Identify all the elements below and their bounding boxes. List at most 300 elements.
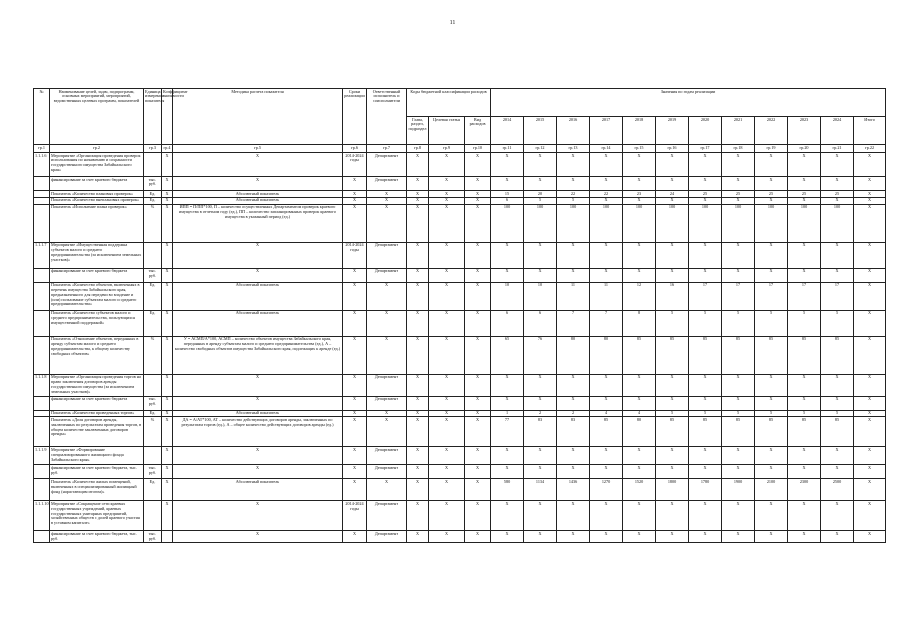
table-cell: Х bbox=[623, 197, 656, 204]
table-cell: Х bbox=[465, 531, 491, 543]
table-cell: Х bbox=[429, 447, 465, 465]
table-cell: Показатель «Количество внеплановых проверок» bbox=[50, 197, 144, 204]
table-cell: 15 bbox=[491, 191, 524, 198]
column-number: гр.5 bbox=[173, 145, 343, 153]
table-cell: Х bbox=[491, 447, 524, 465]
table-cell: Х bbox=[465, 465, 491, 479]
table-cell bbox=[34, 177, 50, 191]
table-cell: Х bbox=[162, 374, 173, 396]
column-number: гр.10 bbox=[465, 145, 491, 153]
table-cell: 65 bbox=[491, 336, 524, 374]
column-number: гр.17 bbox=[689, 145, 722, 153]
header-year: 2018 bbox=[623, 117, 656, 145]
table-cell: Х bbox=[407, 282, 429, 310]
table-cell: Х bbox=[343, 268, 367, 282]
table-cell: 5 bbox=[722, 310, 755, 336]
page-number: 11 bbox=[449, 20, 456, 26]
table-cell: Х bbox=[407, 465, 429, 479]
table-cell bbox=[34, 396, 50, 410]
table-cell: Х bbox=[465, 501, 491, 531]
table-cell: Х bbox=[524, 177, 557, 191]
header-responsible: Ответственный исполнитель и соисполнители bbox=[367, 89, 407, 145]
table-cell: 24 bbox=[656, 191, 689, 198]
header-year: 2015 bbox=[524, 117, 557, 145]
table-cell: Мероприятие «Сокращение сети краевых государственных учреждений, краевых государственных унитарных предприятий, хозяйственных обществ с долей краевого участия в уставном капитале» bbox=[50, 501, 144, 531]
table-cell: Х bbox=[590, 396, 623, 410]
column-number: гр.7 bbox=[367, 145, 407, 153]
table-cell: Х bbox=[407, 204, 429, 242]
table-cell: Х bbox=[343, 177, 367, 191]
table-cell: Х bbox=[788, 242, 821, 268]
table-cell: Х bbox=[590, 268, 623, 282]
header-years: Значения по годам реализации bbox=[491, 89, 886, 117]
table-row bbox=[34, 465, 886, 479]
table-cell: Ед. bbox=[144, 310, 162, 336]
table-cell: 85 bbox=[722, 417, 755, 447]
table-cell: Х bbox=[854, 501, 886, 531]
header-year: 2023 bbox=[788, 117, 821, 145]
table-cell: 2014-2024 годы bbox=[343, 153, 367, 177]
table-cell: Х bbox=[367, 417, 407, 447]
table-cell: Х bbox=[524, 465, 557, 479]
header-year: 2021 bbox=[722, 117, 755, 145]
table-cell: 5 bbox=[821, 410, 854, 417]
table-cell: Х bbox=[854, 410, 886, 417]
table-row bbox=[34, 479, 886, 501]
table-row bbox=[34, 417, 886, 447]
table-cell: Х bbox=[854, 336, 886, 374]
table-cell: Х bbox=[407, 531, 429, 543]
header-method: Методика расчета показателя bbox=[173, 89, 343, 145]
table-row bbox=[34, 310, 886, 336]
table-cell: Абсолютный показатель bbox=[173, 410, 343, 417]
table-row bbox=[34, 501, 886, 531]
table-cell: Показатель «Количество плановых проверок» bbox=[50, 191, 144, 198]
table-cell: Х bbox=[343, 465, 367, 479]
table-cell: Х bbox=[407, 374, 429, 396]
table-cell: Х bbox=[689, 242, 722, 268]
column-number: гр.1 bbox=[34, 145, 50, 153]
table-cell: Х bbox=[429, 410, 465, 417]
table-cell: Х bbox=[689, 268, 722, 282]
table-cell: Департамент bbox=[367, 268, 407, 282]
table-cell: 5 bbox=[689, 310, 722, 336]
table-cell: Х bbox=[722, 242, 755, 268]
table-cell: финансирование за счет краевого бюджета, тыс. руб. bbox=[50, 531, 144, 543]
table-cell: 85 bbox=[689, 417, 722, 447]
table-cell: Х bbox=[656, 242, 689, 268]
table-cell bbox=[34, 310, 50, 336]
table-cell: 1900 bbox=[722, 479, 755, 501]
table-cell: Х bbox=[623, 465, 656, 479]
table-cell: % bbox=[144, 204, 162, 242]
table-cell: Х bbox=[557, 153, 590, 177]
table-cell: Х bbox=[722, 197, 755, 204]
table-cell: Х bbox=[367, 336, 407, 374]
table-cell: Х bbox=[343, 310, 367, 336]
table-cell: Показатель «Количество жилых помещений, включенных в специализированный жилищный фонд (нарастающим итогом)» bbox=[50, 479, 144, 501]
table-cell: 2 bbox=[524, 410, 557, 417]
table-cell: 25 bbox=[788, 191, 821, 198]
table-cell: Х bbox=[162, 177, 173, 191]
table-cell: Х bbox=[429, 153, 465, 177]
table-cell: 17 bbox=[722, 282, 755, 310]
table-cell: Х bbox=[590, 465, 623, 479]
table-cell: Департамент bbox=[367, 531, 407, 543]
table-cell: Х bbox=[465, 268, 491, 282]
table-cell: 100 bbox=[491, 204, 524, 242]
table-cell: Х bbox=[429, 396, 465, 410]
table-cell: 85 bbox=[656, 336, 689, 374]
table-row bbox=[34, 204, 886, 242]
table-cell: Х bbox=[162, 465, 173, 479]
table-cell: 6 bbox=[491, 310, 524, 336]
table-cell: Х bbox=[821, 396, 854, 410]
header-year: 2022 bbox=[755, 117, 788, 145]
table-cell: Показатель «Количество объектов, включенных в перечень имущества Забайкальского края, предназначенного для передачи во владение и (или) пользование субъектам малого и среднего предпринимательства» bbox=[50, 282, 144, 310]
table-cell: 1 bbox=[491, 410, 524, 417]
table-cell: Х bbox=[722, 531, 755, 543]
table-row bbox=[34, 177, 886, 191]
table-cell: финансирование за счет краевого бюджета, тыс. руб. bbox=[50, 465, 144, 479]
table-cell bbox=[34, 417, 50, 447]
table-cell: Х bbox=[407, 177, 429, 191]
table-cell: Х bbox=[162, 242, 173, 268]
table-cell: 83 bbox=[557, 417, 590, 447]
table-cell: Х bbox=[162, 447, 173, 465]
table-cell: Х bbox=[343, 479, 367, 501]
table-cell: Х bbox=[854, 310, 886, 336]
table-cell: 5 bbox=[755, 410, 788, 417]
table-cell: 100 bbox=[557, 204, 590, 242]
table-cell: Абсолютный показатель bbox=[173, 282, 343, 310]
table-row bbox=[34, 396, 886, 410]
table-cell: Х bbox=[623, 242, 656, 268]
table-cell: 85 bbox=[755, 336, 788, 374]
table-cell: 4 bbox=[623, 410, 656, 417]
table-cell: Х bbox=[429, 310, 465, 336]
table-cell: Х bbox=[590, 242, 623, 268]
table-cell: тыс. руб. bbox=[144, 531, 162, 543]
table-cell: 85 bbox=[788, 417, 821, 447]
table-cell: 85 bbox=[788, 336, 821, 374]
table-cell: Х bbox=[465, 191, 491, 198]
table-cell: Х bbox=[465, 396, 491, 410]
table-cell: 80 bbox=[590, 336, 623, 374]
table-cell: Х bbox=[429, 282, 465, 310]
table-cell: 5 bbox=[755, 310, 788, 336]
table-cell: Х bbox=[854, 396, 886, 410]
table-cell: % bbox=[144, 336, 162, 374]
table-cell: Х bbox=[755, 396, 788, 410]
table-cell: 80 bbox=[557, 336, 590, 374]
table-cell: Х bbox=[407, 268, 429, 282]
table-cell: Х bbox=[788, 374, 821, 396]
table-cell: Х bbox=[557, 242, 590, 268]
table-cell: Ед. bbox=[144, 197, 162, 204]
table-cell: Х bbox=[854, 374, 886, 396]
table-cell: Х bbox=[173, 153, 343, 177]
table-cell: Х bbox=[491, 153, 524, 177]
table-cell: Х bbox=[407, 501, 429, 531]
table-cell: 5 bbox=[689, 410, 722, 417]
table-cell: Х bbox=[821, 268, 854, 282]
column-number: гр.4 bbox=[162, 145, 173, 153]
table-cell: Х bbox=[821, 374, 854, 396]
table-cell: 100 bbox=[623, 204, 656, 242]
header-coef: Коэффициент значимости bbox=[162, 89, 173, 145]
table-cell: Х bbox=[162, 501, 173, 531]
table-cell: 5 bbox=[524, 197, 557, 204]
table-cell: ИПП = П/ПП*100, П – количество осуществленных Департаментом проверок краевого имущества в отчетном году (ед.), ПП – количество запланированных проверок краевого имущества в указанный период (ед.) bbox=[173, 204, 343, 242]
table-cell: Х bbox=[854, 417, 886, 447]
table-cell: Х bbox=[465, 204, 491, 242]
table-cell: Х bbox=[429, 204, 465, 242]
table-cell: Х bbox=[491, 268, 524, 282]
column-number: гр.9 bbox=[429, 145, 465, 153]
table-cell: 1436 bbox=[557, 479, 590, 501]
column-number: гр.3 bbox=[144, 145, 162, 153]
table-cell: Х bbox=[491, 242, 524, 268]
table-cell: Х bbox=[689, 447, 722, 465]
table-cell: Х bbox=[407, 396, 429, 410]
table-row bbox=[34, 447, 886, 465]
table-cell: Х bbox=[367, 410, 407, 417]
table-row bbox=[34, 191, 886, 198]
table-cell: Департамент bbox=[367, 501, 407, 531]
table-cell: 100 bbox=[821, 204, 854, 242]
table-cell: Х bbox=[590, 177, 623, 191]
table-cell: Х bbox=[656, 447, 689, 465]
table-cell: Х bbox=[623, 447, 656, 465]
table-cell: Х bbox=[343, 410, 367, 417]
table-cell: 17 bbox=[755, 282, 788, 310]
table-cell: Х bbox=[407, 197, 429, 204]
table-cell: тыс. руб. bbox=[144, 465, 162, 479]
table-cell: Х bbox=[429, 336, 465, 374]
table-cell: Х bbox=[788, 153, 821, 177]
table-cell bbox=[144, 501, 162, 531]
table-cell: Х bbox=[367, 204, 407, 242]
header-year: 2020 bbox=[689, 117, 722, 145]
column-number: гр.19 bbox=[755, 145, 788, 153]
table-cell: 5 bbox=[656, 310, 689, 336]
table-cell: Х bbox=[623, 501, 656, 531]
table-cell: Х bbox=[407, 310, 429, 336]
table-cell: Х bbox=[755, 268, 788, 282]
table-cell: Х bbox=[821, 197, 854, 204]
table-row bbox=[34, 197, 886, 204]
table-cell: Х bbox=[407, 417, 429, 447]
table-cell: Х bbox=[788, 396, 821, 410]
table-cell: Х bbox=[854, 242, 886, 268]
table-cell: Показатель «Отношение объектов, переданных в аренду субъектам малого и среднего предпринимательства, к общему количеству свободных объектов» bbox=[50, 336, 144, 374]
table-cell: Х bbox=[788, 268, 821, 282]
header-no: № bbox=[34, 89, 50, 145]
table-cell: Х bbox=[689, 465, 722, 479]
table-cell: 25 bbox=[755, 191, 788, 198]
table-cell: Х bbox=[173, 465, 343, 479]
table-cell: 1800 bbox=[656, 479, 689, 501]
table-cell: Х bbox=[557, 177, 590, 191]
table-cell: Х bbox=[173, 177, 343, 191]
table-row bbox=[34, 153, 886, 177]
table-cell: Х bbox=[367, 191, 407, 198]
table-cell: 5 bbox=[656, 410, 689, 417]
table-cell: 23 bbox=[623, 191, 656, 198]
table-cell: Х bbox=[689, 153, 722, 177]
table-cell: 77 bbox=[491, 417, 524, 447]
table-row bbox=[34, 374, 886, 396]
table-cell: Х bbox=[367, 282, 407, 310]
table-cell: Х bbox=[755, 177, 788, 191]
table-cell: Х bbox=[173, 501, 343, 531]
table-cell: Х bbox=[689, 501, 722, 531]
table-cell: Х bbox=[590, 531, 623, 543]
table-cell: Х bbox=[722, 501, 755, 531]
table-cell: 1270 bbox=[590, 479, 623, 501]
table-cell: 100 bbox=[524, 204, 557, 242]
table-cell: 85 bbox=[689, 336, 722, 374]
table-cell: Х bbox=[557, 268, 590, 282]
table-cell: Х bbox=[689, 374, 722, 396]
table-cell: Х bbox=[173, 447, 343, 465]
table-cell: 1.1.1.10 bbox=[34, 501, 50, 531]
table-cell: Департамент bbox=[367, 396, 407, 410]
table-cell: Х bbox=[524, 447, 557, 465]
table-cell: Х bbox=[755, 242, 788, 268]
column-number: гр.2 bbox=[50, 145, 144, 153]
table-cell: Х bbox=[162, 268, 173, 282]
table-cell: Х bbox=[465, 242, 491, 268]
table-cell: Х bbox=[429, 197, 465, 204]
table-cell: 85 bbox=[821, 336, 854, 374]
table-cell: Х bbox=[407, 336, 429, 374]
table-cell: Х bbox=[429, 417, 465, 447]
table-cell: Х bbox=[689, 197, 722, 204]
table-cell: 1.1.1.8 bbox=[34, 374, 50, 396]
table-cell: Х bbox=[755, 153, 788, 177]
column-number: гр.15 bbox=[623, 145, 656, 153]
table-cell: Х bbox=[429, 374, 465, 396]
table-cell: Департамент bbox=[367, 374, 407, 396]
table-cell: Х bbox=[429, 242, 465, 268]
table-cell: Х bbox=[491, 374, 524, 396]
table-cell: Х bbox=[491, 177, 524, 191]
column-number: гр.22 bbox=[854, 145, 886, 153]
column-number: гр.18 bbox=[722, 145, 755, 153]
table-cell: Х bbox=[557, 465, 590, 479]
table-cell: Х bbox=[689, 396, 722, 410]
table-cell: 2500 bbox=[821, 479, 854, 501]
table-cell: 25 bbox=[722, 191, 755, 198]
header-kbk: Коды бюджетной классификации расходов bbox=[407, 89, 491, 117]
table-cell: Х bbox=[722, 396, 755, 410]
table-cell: Х bbox=[429, 177, 465, 191]
table-cell: Х bbox=[407, 153, 429, 177]
table-cell: Х bbox=[465, 177, 491, 191]
table-cell: Х bbox=[788, 177, 821, 191]
header-unit: Единица измерения показателя bbox=[144, 89, 162, 145]
table-cell: Х bbox=[162, 191, 173, 198]
table-cell: Х bbox=[173, 374, 343, 396]
table-cell: 85 bbox=[722, 336, 755, 374]
header-year: 2017 bbox=[590, 117, 623, 145]
table-cell: Х bbox=[491, 501, 524, 531]
table-cell: Х bbox=[407, 191, 429, 198]
table-cell: 100 bbox=[689, 204, 722, 242]
table-cell: 2 bbox=[557, 410, 590, 417]
table-cell bbox=[34, 204, 50, 242]
table-cell: 6 bbox=[524, 310, 557, 336]
table-cell: 5 bbox=[788, 310, 821, 336]
table-cell: 5 bbox=[557, 197, 590, 204]
column-number: гр.13 bbox=[557, 145, 590, 153]
table-cell: 100 bbox=[788, 204, 821, 242]
table-cell: % bbox=[144, 417, 162, 447]
table-cell: Х bbox=[590, 374, 623, 396]
table-cell: Х bbox=[343, 447, 367, 465]
table-cell: Х bbox=[162, 410, 173, 417]
table-cell: 12 bbox=[623, 282, 656, 310]
table-cell: Х bbox=[162, 479, 173, 501]
table-cell: Х bbox=[367, 479, 407, 501]
header-year: 2024 bbox=[821, 117, 854, 145]
table-cell bbox=[34, 531, 50, 543]
table-cell: Х bbox=[557, 531, 590, 543]
table-cell: 6 bbox=[491, 197, 524, 204]
table-cell: Х bbox=[689, 531, 722, 543]
table-cell: Х bbox=[656, 501, 689, 531]
table-cell: Мероприятие «Организация проведения торгов на право заключения договоров аренды государственного имущества (за исключением земельных участков)» bbox=[50, 374, 144, 396]
table-cell: 25 bbox=[689, 191, 722, 198]
table-cell: Х bbox=[491, 465, 524, 479]
table-cell: У = АСМП/А*100, АСМП – количество объектов имущества Забайкальского края, переданных в аренду субъектам малого и среднего предпринимательства (ед.), А – количество свободных объектов имущества Забайкальского края, подлежащих к аренде (ед.) bbox=[173, 336, 343, 374]
table-cell: 580 bbox=[491, 479, 524, 501]
table-cell: Х bbox=[854, 197, 886, 204]
table-cell: Х bbox=[590, 197, 623, 204]
table-cell: Х bbox=[755, 374, 788, 396]
table-cell: 100 bbox=[722, 204, 755, 242]
table-cell: Х bbox=[755, 447, 788, 465]
table-cell: 1134 bbox=[524, 479, 557, 501]
table-cell: Х bbox=[343, 197, 367, 204]
table-cell: Показатель «Количество проведенных торгов» bbox=[50, 410, 144, 417]
table-cell: 17 bbox=[689, 282, 722, 310]
table-cell: Х bbox=[590, 501, 623, 531]
column-number: гр.20 bbox=[788, 145, 821, 153]
table-cell: 1520 bbox=[623, 479, 656, 501]
table-cell: Х bbox=[722, 447, 755, 465]
table-cell: Х bbox=[590, 153, 623, 177]
table-cell: Х bbox=[343, 282, 367, 310]
table-cell: 80 bbox=[623, 417, 656, 447]
table-cell: Х bbox=[623, 396, 656, 410]
table-cell: Показатель «Исполнение плана проверок» bbox=[50, 204, 144, 242]
table-cell bbox=[34, 282, 50, 310]
table-cell bbox=[144, 153, 162, 177]
table-cell: Х bbox=[465, 417, 491, 447]
table-cell: Х bbox=[722, 374, 755, 396]
table-cell: Х bbox=[407, 242, 429, 268]
table-cell bbox=[34, 336, 50, 374]
table-cell: Х bbox=[465, 310, 491, 336]
table-cell: Х bbox=[524, 396, 557, 410]
table-cell: тыс. руб. bbox=[144, 177, 162, 191]
table-cell: 22 bbox=[557, 191, 590, 198]
column-number: гр.12 bbox=[524, 145, 557, 153]
table-cell: 1.1.1.9 bbox=[34, 447, 50, 465]
